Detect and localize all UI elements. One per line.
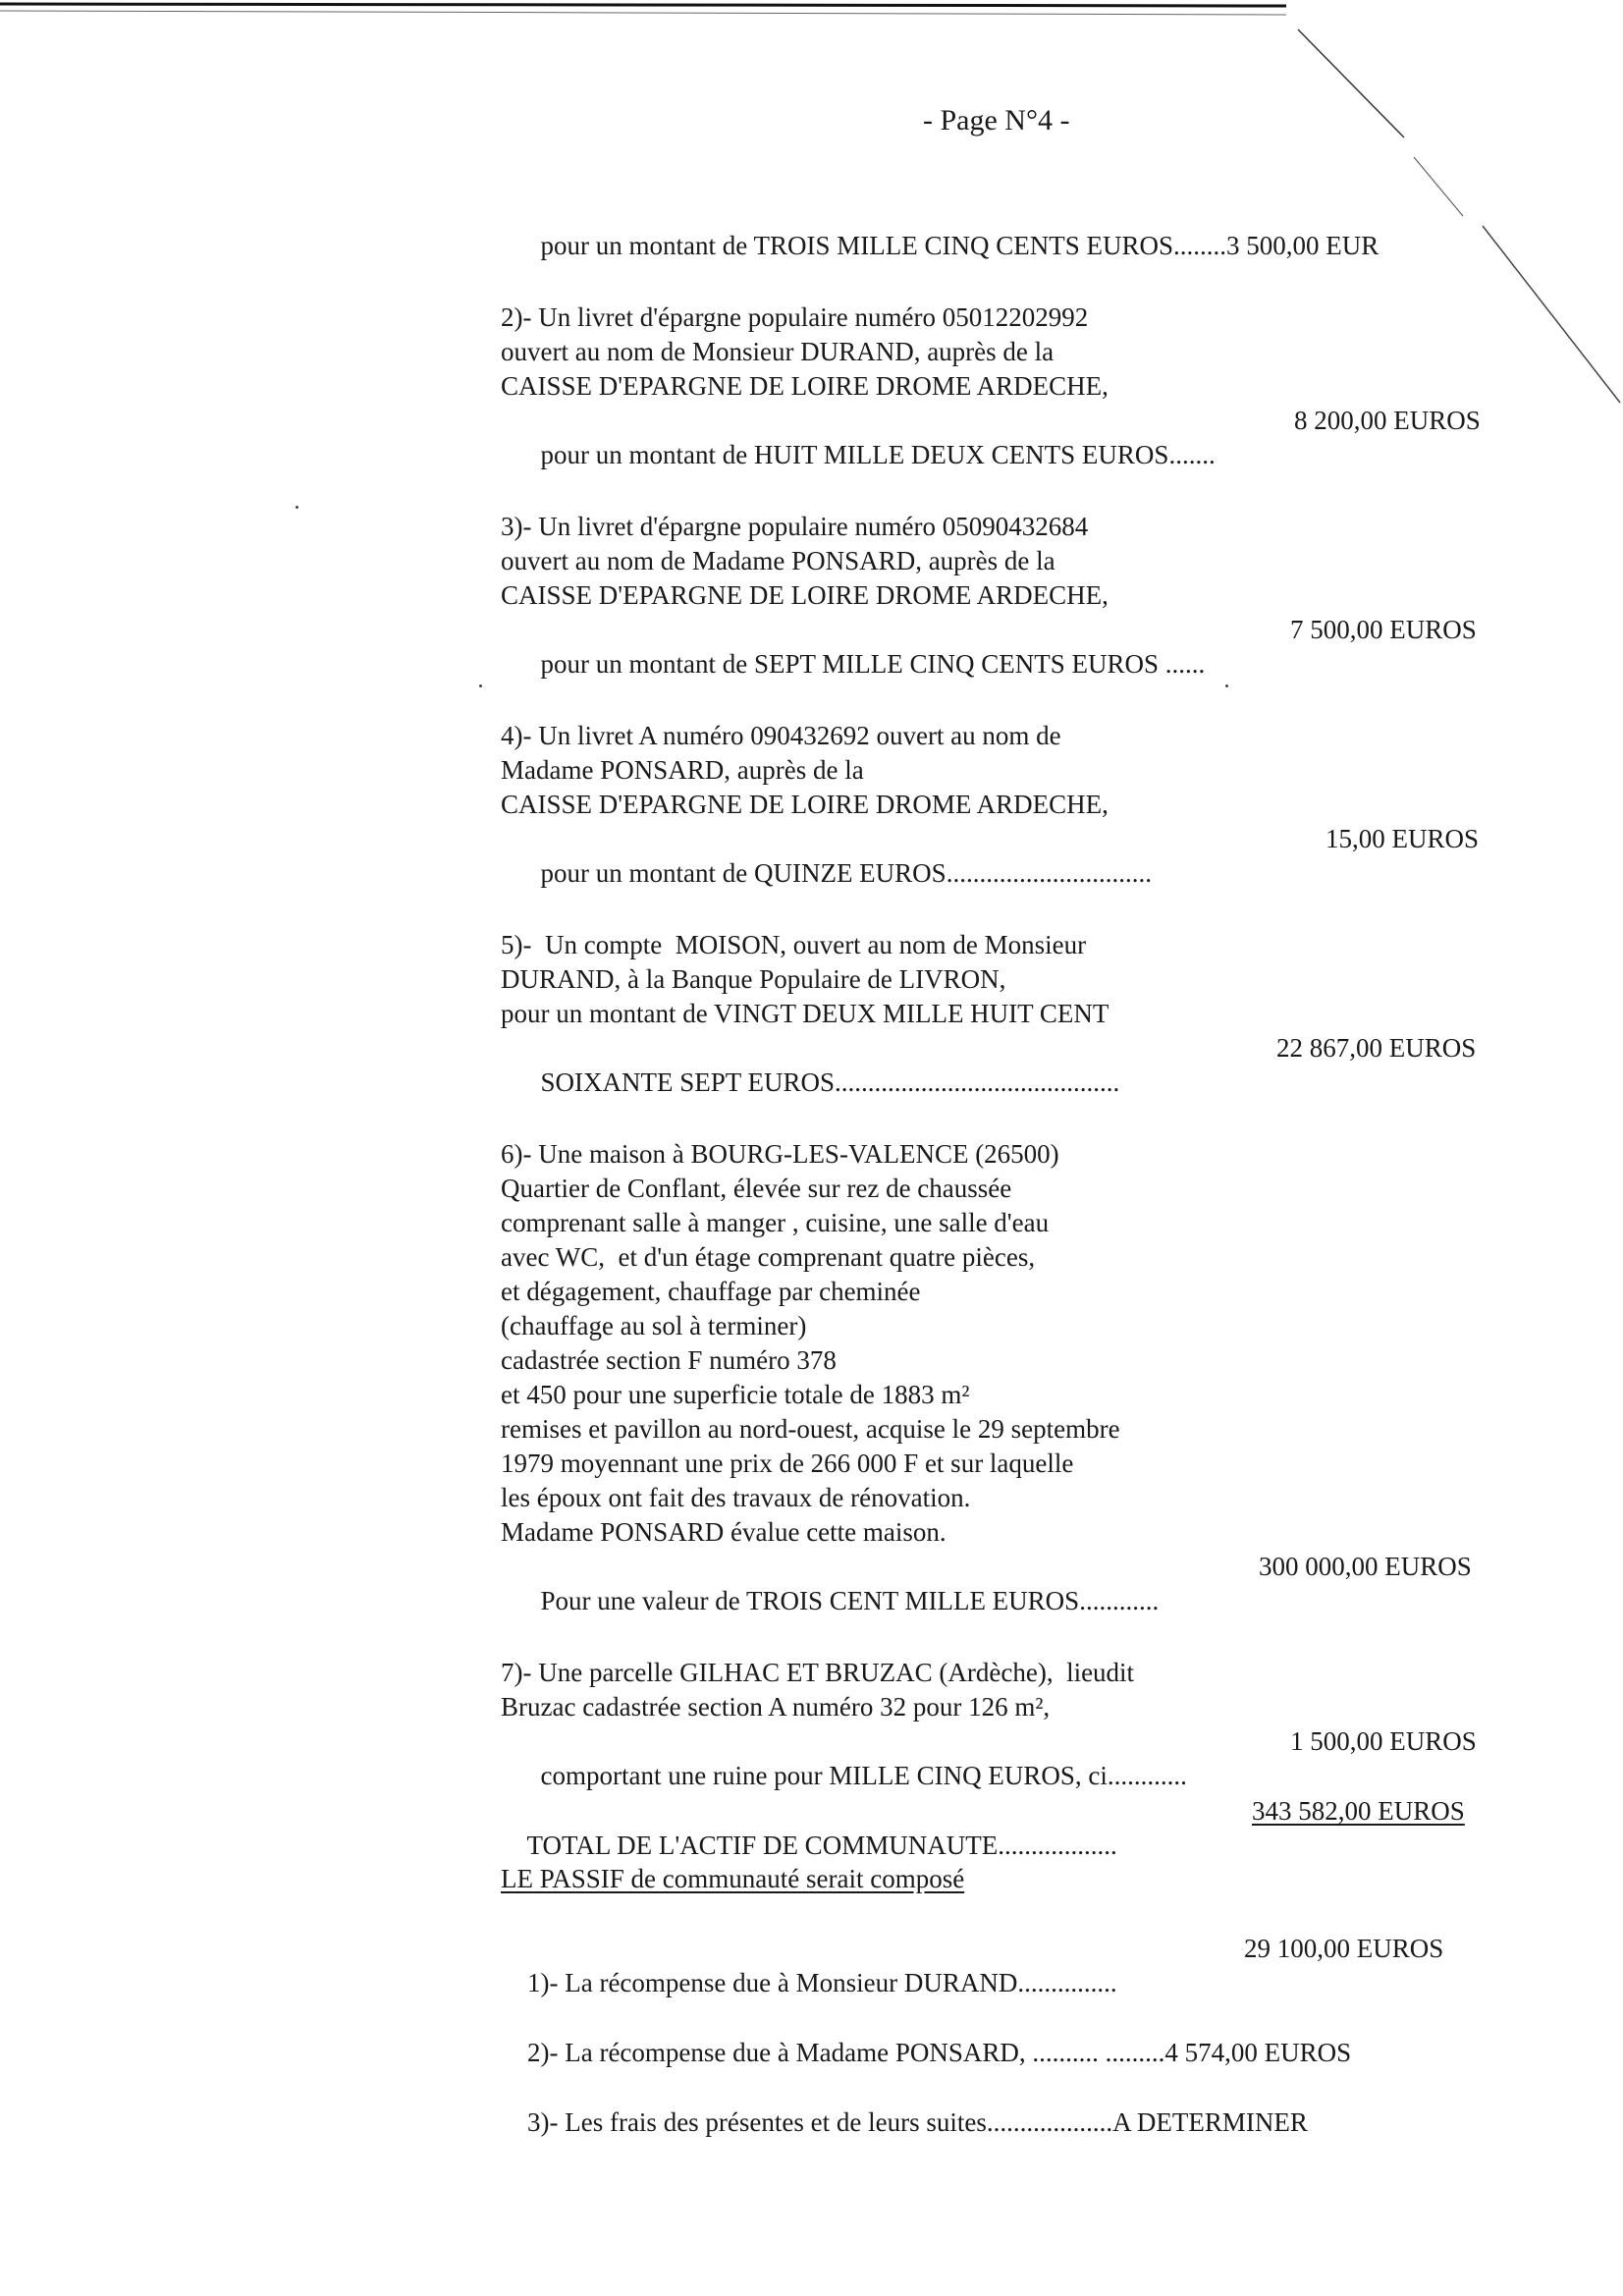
passif-item-3	[501, 2071, 1522, 2137]
actif-item-1	[501, 194, 1522, 260]
amount-line	[501, 1550, 1522, 1615]
leader-dots: ..................	[998, 1831, 1117, 1860]
passif-amount: A DETERMINER	[1112, 2107, 1308, 2137]
amount-description: pour un montant de SEPT MILLE CINQ CENTS EUROS	[540, 649, 1159, 679]
item-line: ouvert au nom de Monsieur DURAND, auprès de la	[501, 337, 1055, 366]
total-actif	[501, 1794, 1522, 1860]
item-line: DURAND, à la Banque Populaire de LIVRON,	[501, 964, 1006, 994]
amount-value: 22 867,00 EUROS	[1276, 1033, 1477, 1063]
amount-line	[501, 404, 1522, 469]
actif-item-3	[501, 510, 1522, 679]
item-line: cadastrée section F numéro 378	[501, 1345, 837, 1375]
scan-speck	[296, 506, 298, 509]
item-line: 3)- Un livret d'épargne populaire numéro 05090432684	[501, 512, 1089, 541]
amount-description: pour un montant de TROIS MILLE CINQ CENTS EUROS	[540, 231, 1173, 260]
amount-description: pour un montant de QUINZE EUROS	[540, 858, 947, 888]
leader-dots: ...............................	[946, 858, 1152, 888]
passif-item-1	[501, 1932, 1522, 1997]
item-line: Madame PONSARD évalue cette maison.	[501, 1517, 947, 1547]
leader-dots: ............	[1107, 1761, 1187, 1790]
amount-value: 1 500,00 EUROS	[1290, 1726, 1477, 1756]
actif-item-2	[501, 301, 1522, 469]
item-line: 1979 moyennant une prix de 266 000 F et sur laquelle	[501, 1449, 1074, 1478]
amount-value: 3 500,00 EUR	[1225, 231, 1380, 260]
item-line: ouvert au nom de Madame PONSARD, auprès de la	[501, 546, 1055, 575]
amount-line	[501, 194, 1522, 260]
item-line: (chauffage au sol à terminer)	[501, 1311, 807, 1340]
leader-dots: ...........................................	[835, 1067, 1120, 1097]
amount-value: 8 200,00 EUROS	[1294, 406, 1481, 435]
actif-item-5	[501, 928, 1522, 1097]
leader-dots: ........	[1172, 231, 1226, 260]
amount-line	[501, 822, 1522, 888]
item-line: les époux ont fait des travaux de rénovation.	[501, 1483, 971, 1512]
actif-item-4	[501, 719, 1522, 888]
passif-label: 1)- La récompense due à Monsieur DURAND	[527, 1968, 1018, 1997]
passif-heading: LE PASSIF de communauté serait composé	[501, 1864, 965, 1893]
item-line: Quartier de Conflant, élevée sur rez de chaussée	[501, 1174, 1012, 1203]
item-line: 4)- Un livret A numéro 090432692 ouvert au nom de	[501, 721, 1061, 750]
amount-value: 15,00 EUROS	[1325, 824, 1480, 853]
amount-value: 7 500,00 EUROS	[1290, 615, 1477, 644]
amount-line	[501, 613, 1522, 679]
item-line: CAISSE D'EPARGNE DE LOIRE DROME ARDECHE,	[501, 371, 1109, 401]
item-line: et dégagement, chauffage par cheminée	[501, 1277, 921, 1306]
passif-label: 2)- La récompense due à Madame PONSARD,	[527, 2038, 1026, 2067]
item-line: et 450 pour une superficie totale de 1883 m²	[501, 1380, 970, 1409]
leader-dots: ......	[1159, 649, 1206, 679]
amount-value: 300 000,00 EUROS	[1259, 1552, 1472, 1581]
actif-item-7	[501, 1656, 1522, 1790]
item-line: pour un montant de VINGT DEUX MILLE HUIT CENT	[501, 999, 1109, 1028]
item-line: avec WC, et d'un étage comprenant quatre pièces,	[501, 1242, 1036, 1272]
leader-dots: ............	[1079, 1586, 1160, 1615]
item-line: Bruzac cadastrée section A numéro 32 pour 126 m²,	[501, 1692, 1051, 1722]
amount-description: SOIXANTE SEPT EUROS	[540, 1067, 836, 1097]
passif-label: 3)- Les frais des présentes et de leurs suites	[527, 2107, 987, 2137]
amount-line	[501, 1031, 1522, 1097]
total-amount: 343 582,00 EUROS	[1252, 1796, 1465, 1826]
leader-dots: .......	[1168, 440, 1216, 469]
passif-amount: 29 100,00 EUROS	[1244, 1934, 1444, 1963]
leader-dots: ...................	[986, 2107, 1113, 2137]
passif-item-2	[501, 2001, 1522, 2067]
actif-item-6	[501, 1137, 1522, 1615]
item-line: Madame PONSARD, auprès de la	[501, 755, 864, 785]
item-line: comprenant salle à manger , cuisine, une salle d'eau	[501, 1208, 1050, 1237]
passif-amount: 4 574,00 EUROS	[1164, 2038, 1352, 2067]
item-line: 2)- Un livret d'épargne populaire numéro 05012202992	[501, 302, 1089, 332]
document-body	[501, 194, 1522, 2137]
amount-description: Pour une valeur de TROIS CENT MILLE EUROS	[540, 1586, 1080, 1615]
amount-description: pour un montant de HUIT MILLE DEUX CENTS EUROS	[540, 440, 1169, 469]
item-line: CAISSE D'EPARGNE DE LOIRE DROME ARDECHE,	[501, 580, 1109, 610]
amount-line	[501, 1724, 1522, 1790]
item-line: 6)- Une maison à BOURG-LES-VALENCE (26500)	[501, 1139, 1059, 1169]
page-number: - Page N°4 -	[923, 104, 1070, 137]
item-line: remises et pavillon au nord-ouest, acquise le 29 septembre	[501, 1414, 1120, 1444]
item-line: 5)- Un compte MOISON, ouvert au nom de Monsieur	[501, 930, 1087, 959]
leader-dots: ...............	[1017, 1968, 1117, 1997]
item-line: 7)- Une parcelle GILHAC ET BRUZAC (Ardèche), lieudit	[501, 1658, 1135, 1687]
amount-description: comportant une ruine pour MILLE CINQ EUROS, ci	[540, 1761, 1108, 1790]
scan-speck	[479, 684, 482, 687]
leader-dots: .......... .........	[1025, 2038, 1165, 2067]
total-label: TOTAL DE L'ACTIF DE COMMUNAUTE	[526, 1831, 999, 1860]
item-line: CAISSE D'EPARGNE DE LOIRE DROME ARDECHE,	[501, 790, 1109, 819]
